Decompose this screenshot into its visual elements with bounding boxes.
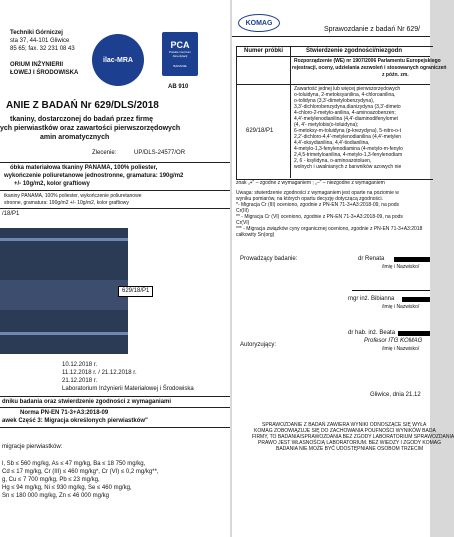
tester-1-role: /imię i Nazwisko/ (382, 264, 420, 270)
regulation-line-2: rejestracji, oceny, udzielania zezwoleń i stosowanych ograniczeń (292, 65, 447, 71)
regulation-line-3: z późn. zm. (382, 72, 409, 78)
note-line: *** - Migracja związków cyny organicznej oceniono, zgodnie z PN-EN 71-3+A3:2018 (236, 226, 423, 232)
migration-line-4: Hg ≤ 94 mg/kg, Ni ≤ 930 mg/kg, Se ≤ 460 mg/kg, (2, 485, 132, 491)
report-title: ANIE Z BADAŃ Nr 629/DLS/2018 (6, 100, 159, 111)
sample-small-2: stronne, gramatura: 190g/m2 +/- 10g/m2, kolor graftiowy (4, 200, 129, 206)
prowadzacy-label: Prowadzący badanie: (240, 256, 298, 262)
note-line: Cr(III) (236, 208, 249, 214)
authorizer-role: /imię i Nazwisko/ (382, 346, 420, 352)
report-title-right: Sprawozdanie z badań Nr 629/ (324, 26, 421, 33)
amines-line: 4-metylo-1,3-fenylenodiamina (4-metylo-m-fenylo (294, 146, 403, 152)
order-number: UP/DLS-24577/OR (134, 150, 186, 156)
tester-2-name: mgr inż. Bibianna (348, 296, 395, 302)
amines-line: 6-metoksy-m-toluidyna (p-krezydyna), 5-nitro-o-t (294, 128, 401, 134)
sample-desc-2: wykończenie poliuretanowe jednostronne, gramatura: 190g/m2 (4, 173, 184, 179)
migration-line-5: Sn ≤ 180 000 mg/kg, Zn ≤ 46 000 mg/kg (2, 493, 109, 499)
sample-desc-3: +/- 10g/m2, kolor graftiowy (14, 181, 90, 187)
amines-line: 4,4'-oksydianilina, 4,4'-tiodianilina, (294, 140, 370, 146)
col-header-compliance: Stwierdzenie zgodności/niezgodn (306, 48, 403, 54)
report-page-right (232, 0, 454, 537)
note-line: wyniku pomiarów, na których opartu decyzję dotyczącą zgodności. (236, 196, 384, 202)
norm-line-2: awek Część 3: Migracja określonych pierwiastków" (2, 418, 148, 424)
note-line: całkowity Sn(org) (236, 232, 275, 238)
amines-line: 2,4,5-trimetyloanilina, 4-metylo-1,3-fenylenodiam (294, 152, 403, 158)
tester-2-role: /imię i Nazwisko/ (382, 304, 420, 310)
amines-line: Zawartość jednej lub więcej pierwszorzędowych (294, 86, 401, 92)
authorizer-name: dr hab. inż. Beata (348, 330, 396, 336)
footer-line: KOMAG ZOBOWIĄZUJE SIĘ DO ZACHOWANIA POUFNOŚCI WYNIKÓW BADA (254, 428, 436, 434)
komag-logo: KOMAG (238, 14, 280, 32)
note-line: ** - Migracja Cr (VI) oceniono, zgodnie z PN-EN 71-3+A3:2018-09, na pods (236, 214, 403, 220)
amines-line: 4-chloro-2-metylo-anilina, 4-aminoazobenzen; (294, 110, 396, 116)
photo-label: 629/18/P1 (118, 286, 153, 297)
footer-line: SPRAWOZDANIE Z BADAŃ ZAWIERA WYNIKI ODNOSZĄCE SIĘ WYŁA (262, 422, 427, 428)
amines-line: 3,3'-dichlorobenzydyna,dianizydyna (3,3'-dimeto (294, 104, 401, 110)
results-header: dniku badania oraz stwierdzenie zgodności z wymaganiami (2, 399, 172, 405)
col-header-sample: Numer próbki (244, 48, 284, 54)
sample-number: 629/18/P1 (246, 128, 274, 134)
date-received: 10.12.2018 r. (62, 362, 98, 368)
amines-line: wolnych i uwalnianych z barwników azowych nie (294, 164, 402, 170)
signature-1 (352, 290, 430, 291)
lab-name-footer: Laboratorium Inżynierii Materiałowej i Środowiska (62, 386, 194, 392)
sample-photo (0, 228, 128, 354)
date-issued: 21.12.2018 r. (62, 378, 98, 384)
pca-logo-subtitle: Polskie Centrum Akredytacji (168, 50, 191, 58)
amines-line: (4, 4'- metylobis(o-toluidyna); (294, 122, 359, 128)
amines-line: o-tolidyna (3,3'-dimetylobenzydyna), (294, 98, 375, 104)
date-testing: 11.12.2018 r. / 21.12.2018 r. (62, 370, 137, 376)
lab-name-line1: ORIUM INŻYNIERII (10, 62, 64, 68)
footer-line: BADANIA NIE MOŻE BYĆ UDOSTĘPNIANE OSOBOM TRZECIM (276, 446, 424, 452)
institute-address: sta 37, 44-101 Gliwice (10, 38, 70, 44)
sample-id: /18/P1 (2, 211, 20, 217)
autoryzujacy-label: Autoryzujący: (240, 342, 277, 348)
report-desc-2: ych pierwiastków oraz zawartości pierwszorzędowych (0, 125, 181, 132)
ilac-mra-logo: ilac-MRA (92, 34, 144, 86)
lab-name-line2: ŁOWEJ I ŚRODOWISKA (10, 70, 79, 76)
note-line: Uwaga: stwierdzenie zgodności z wymaganiem jest oparte na poziomie w (236, 190, 399, 196)
accreditation-number: AB 910 (168, 84, 189, 90)
amines-line: o-toluidyna, 2-metoksyanilina, 4-chloroanilina, (294, 92, 396, 98)
note-line: Cr(VI) (236, 220, 250, 226)
tester-1-name: dr Renata (358, 256, 385, 262)
migration-line-1: l, Sb ≤ 560 mg/kg, As ≤ 47 mg/kg, Ba ≤ 18 750 mg/kg, (2, 461, 146, 467)
report-desc-1: tkaniny, dostarczonej do badań przez firmę (10, 116, 154, 123)
authorizer-title: Profesor ITG KOMAG (364, 338, 423, 344)
migration-intro: migracje pierwiastków: (2, 444, 63, 450)
norm-line-1: Norma PN-EN 71-3+A3:2018-09 (20, 410, 109, 416)
footer-line: PRAWO JEST WŁASNOŚCIĄ LABORATORIUM. BEZ WIEDZY I ZGODY KOMAG (258, 440, 441, 446)
note-line: *- Migracja Cr (III) oceniono, zgodnie z PN-EN 71-3+A3:2018-09, na pods (236, 202, 400, 208)
order-label: Zlecenie: (92, 150, 117, 156)
amines-line: 2,2'-dichloro-4,4'-metylenodianilina (4,4'-metylen (294, 134, 402, 140)
legend-line: znak „+" – zgodne z wymaganiem ; „–" – niezgodne z wymaganiem (236, 180, 385, 186)
regulation-line-1: Rozporządzenie (WE) nr 1907/2006 Parlamentu Europejskiego (294, 58, 441, 64)
pca-logo (162, 32, 198, 76)
amines-line: 4,4'-metylenodianilina (4,4'-diaminodifenylomet (294, 116, 398, 122)
institute-name: Techniki Górniczej (10, 30, 63, 36)
pca-logo-badanie: BADANIE (173, 64, 187, 68)
sample-small-1: tkaniny PANAMA, 100% poliester, wykończenie poliuretanowe (4, 193, 142, 199)
footer-line: FIRMY, TO BADANIA/SPRAWOZDANIA BEZ ZGODY LABORATORIUM SPRAWOZDANIA (252, 434, 454, 440)
sample-desc-1: óbka materiałowa tkaniny PANAMA, 100% poliester, (10, 165, 158, 171)
migration-line-2: Cd ≤ 17 mg/kg, Cr (III) ≤ 460 mg/kg*, Cr (VI) ≤ 0,2 mg/kg**, (2, 469, 159, 475)
report-desc-3: amin aromatycznych (40, 134, 110, 141)
institute-phone: 85 65; fax. 32 231 08 43 (10, 46, 75, 52)
migration-line-3: g, Cu ≤ 7 700 mg/kg, Pb ≤ 23 mg/kg, (2, 477, 100, 483)
pca-logo-text: PCA (170, 40, 190, 50)
place-date: Gliwice, dnia 21.12 (370, 392, 421, 398)
amines-line: 2, 6 - ksylidyna, o-aminoazotoluen, (294, 158, 372, 164)
